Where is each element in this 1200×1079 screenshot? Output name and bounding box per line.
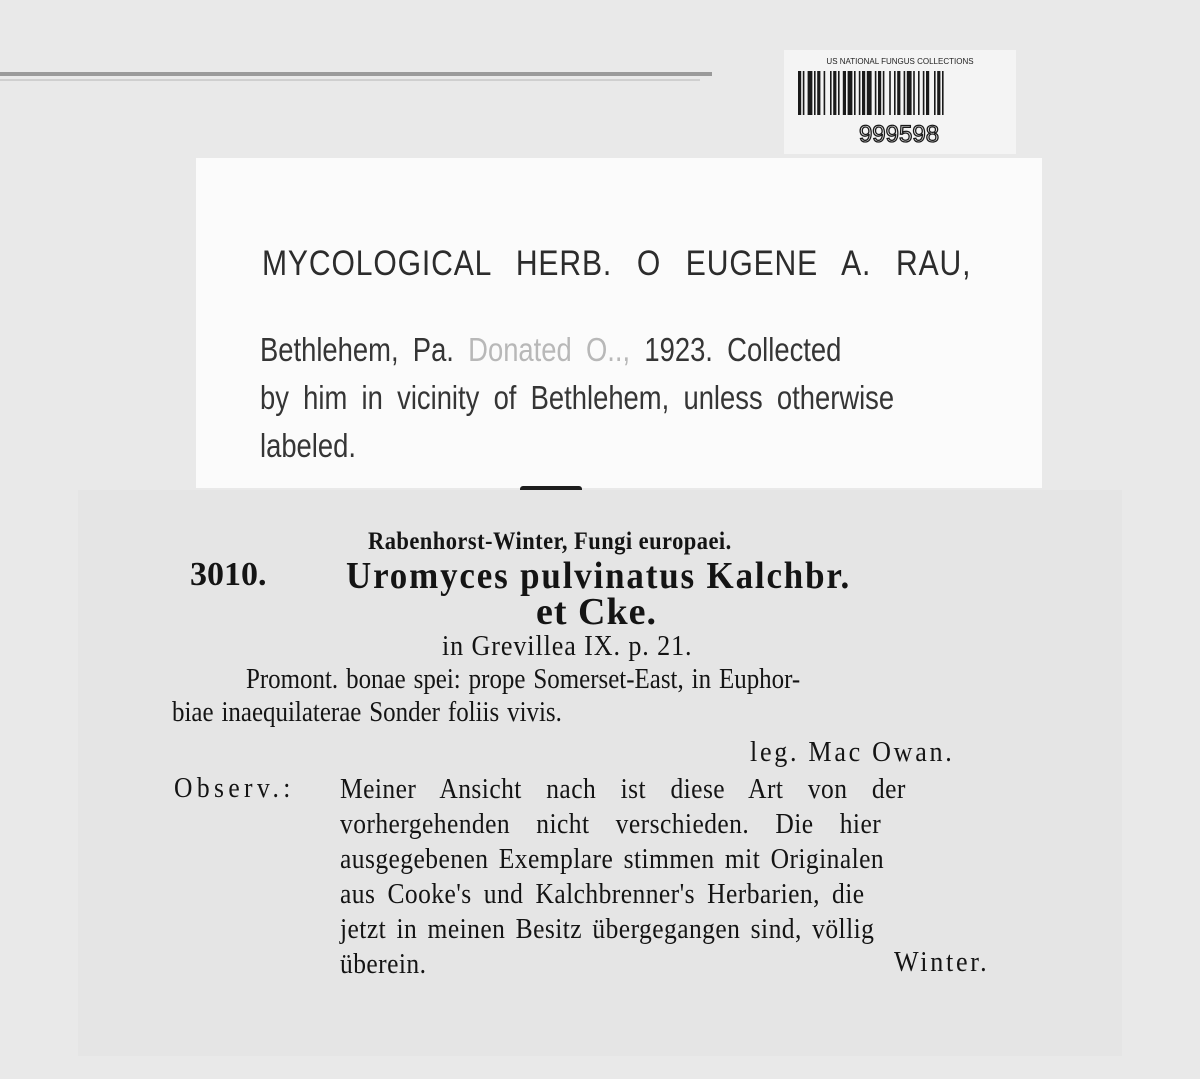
barcode-bar	[833, 71, 836, 115]
barcode-bar	[867, 71, 872, 115]
barcode-bar	[859, 71, 861, 115]
citation: in Grevillea IX. p. 21.	[442, 630, 693, 662]
specimen-number: 3010.	[190, 556, 267, 593]
observation-line: ausgegebenen Exemplare stimmen mit Originalen	[340, 843, 885, 875]
locality-line-1: Promont. bonae spei: prope Somerset-East, in Euphor-	[246, 663, 801, 695]
barcode	[796, 71, 1002, 145]
rau-line-3: labeled.	[260, 427, 356, 464]
barcode-bar	[934, 71, 936, 115]
observation-line: Meiner Ansicht nach ist diese Art von der	[340, 773, 906, 805]
observation-line: jetzt in meinen Besitz übergegangen sind, völlig	[340, 913, 875, 945]
barcode-graphic	[796, 71, 1002, 145]
barcode-bar	[894, 71, 896, 115]
barcode-bar	[830, 71, 832, 115]
barcode-bar	[913, 71, 915, 115]
barcode-bar	[803, 71, 805, 115]
barcode-bar	[937, 71, 940, 115]
barcode-bar	[798, 71, 801, 115]
barcode-bar	[862, 71, 865, 115]
barcode-number: 999598	[858, 121, 940, 145]
barcode-tag	[784, 50, 1016, 154]
observation-line: vorhergehenden nicht verschieden. Die hier	[340, 808, 882, 840]
barcode-bar	[838, 71, 840, 115]
barcode-bar	[926, 71, 929, 115]
observation-label: Observ.:	[174, 772, 295, 804]
specimen-label	[78, 490, 1122, 1056]
rau-line-1: Bethlehem, Pa. Donated O.., 1923. Collected	[260, 331, 842, 368]
observation-line: aus Cooke's und Kalchbrenner's Herbarien, die	[340, 878, 865, 910]
top-edge-rule	[0, 72, 712, 76]
collector: leg. Mac Owan.	[750, 736, 955, 768]
barcode-bar	[907, 71, 912, 115]
barcode-bar	[854, 71, 856, 115]
species-name: Uromyces pulvinatus Kalchbr.	[346, 555, 852, 597]
barcode-bar	[897, 71, 900, 115]
barcode-bar	[848, 71, 853, 115]
rau-line-2: by him in vicinity of Bethlehem, unless otherwise	[260, 379, 895, 416]
rau-heading: MYCOLOGICAL HERB. O EUGENE A. RAU,	[262, 244, 972, 283]
barcode-bar	[904, 71, 906, 115]
barcode-bar	[923, 71, 925, 115]
barcode-bar	[883, 71, 885, 115]
barcode-bar	[942, 71, 944, 115]
series-title: Rabenhorst-Winter, Fungi europaei.	[368, 528, 732, 555]
barcode-bar	[918, 71, 920, 115]
barcode-bar	[814, 71, 816, 115]
author-signature: Winter.	[894, 946, 990, 978]
species-authority: et Cke.	[536, 591, 657, 633]
barcode-bar	[824, 71, 826, 115]
locality-line-2: biae inaequilaterae Sonder foliis vivis.	[172, 696, 562, 728]
barcode-bar	[889, 71, 891, 115]
barcode-bar	[875, 71, 877, 115]
barcode-bar	[808, 71, 813, 115]
rau-herbarium-label	[196, 158, 1042, 488]
barcode-bar	[843, 71, 846, 115]
top-edge-shadow	[0, 79, 700, 81]
barcode-caption: US NATIONAL FUNGUS COLLECTIONS	[826, 57, 974, 66]
observation-line: überein.	[340, 948, 427, 980]
barcode-bar	[878, 71, 881, 115]
rau-body	[260, 326, 990, 470]
barcode-bar	[817, 71, 820, 115]
